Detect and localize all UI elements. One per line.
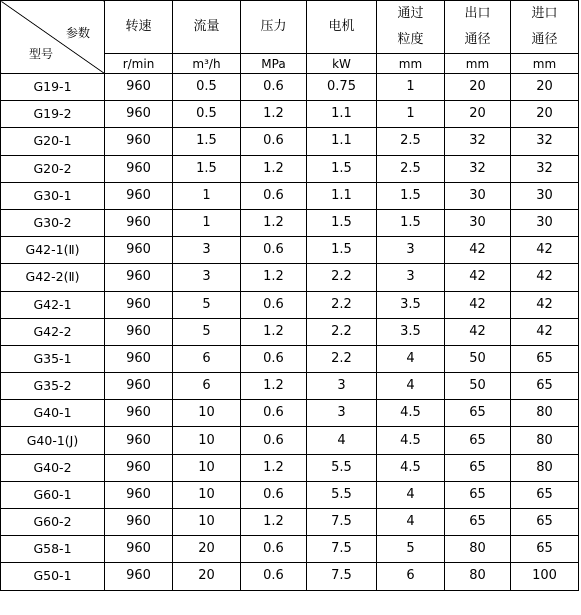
cell-particle-size: 4 [377, 373, 445, 400]
unit-outlet-diameter: mm [445, 54, 511, 74]
table-row [1, 155, 579, 182]
cell-motor: 4 [307, 427, 377, 454]
cell-flow: 1 [173, 209, 241, 236]
cell-particle-size: 4.5 [377, 400, 445, 427]
cell-speed: 960 [105, 481, 173, 508]
unit-flow: m³/h [173, 54, 241, 74]
cell-model: G60-2 [1, 509, 105, 536]
cell-speed: 960 [105, 209, 173, 236]
cell-speed: 960 [105, 74, 173, 101]
table-row [1, 264, 579, 291]
cell-flow: 0.5 [173, 74, 241, 101]
cell-particle-size: 1.5 [377, 209, 445, 236]
table-row [1, 74, 579, 101]
cell-pressure: 0.6 [241, 237, 307, 264]
cell-particle-size: 4 [377, 509, 445, 536]
unit-motor: kW [307, 54, 377, 74]
cell-motor: 2.2 [307, 318, 377, 345]
cell-speed: 960 [105, 509, 173, 536]
cell-inlet-diameter: 65 [511, 345, 579, 372]
cell-flow: 3 [173, 237, 241, 264]
cell-model: G19-2 [1, 101, 105, 128]
cell-speed: 960 [105, 264, 173, 291]
cell-motor: 7.5 [307, 563, 377, 590]
cell-speed: 960 [105, 400, 173, 427]
cell-outlet-diameter: 42 [445, 291, 511, 318]
cell-motor: 1.5 [307, 209, 377, 236]
unit-pressure: MPa [241, 54, 307, 74]
cell-motor: 0.75 [307, 74, 377, 101]
cell-model: G20-1 [1, 128, 105, 155]
table-row [1, 509, 579, 536]
header-pressure: 压力 [241, 1, 307, 54]
cell-model: G42-2(Ⅱ) [1, 264, 105, 291]
cell-motor: 1.5 [307, 155, 377, 182]
table-row [1, 427, 579, 454]
cell-particle-size: 4.5 [377, 454, 445, 481]
cell-particle-size: 1.5 [377, 182, 445, 209]
cell-model: G19-1 [1, 74, 105, 101]
cell-pressure: 1.2 [241, 101, 307, 128]
table-row [1, 182, 579, 209]
cell-outlet-diameter: 30 [445, 209, 511, 236]
cell-speed: 960 [105, 291, 173, 318]
cell-flow: 10 [173, 481, 241, 508]
cell-outlet-diameter: 50 [445, 373, 511, 400]
cell-outlet-diameter: 65 [445, 427, 511, 454]
cell-outlet-diameter: 50 [445, 345, 511, 372]
cell-motor: 3 [307, 373, 377, 400]
cell-inlet-diameter: 80 [511, 454, 579, 481]
cell-inlet-diameter: 32 [511, 155, 579, 182]
cell-motor: 2.2 [307, 345, 377, 372]
cell-particle-size: 3.5 [377, 291, 445, 318]
cell-inlet-diameter: 65 [511, 509, 579, 536]
cell-speed: 960 [105, 345, 173, 372]
cell-pressure: 1.2 [241, 318, 307, 345]
diagonal-header-cell [1, 1, 105, 74]
cell-outlet-diameter: 20 [445, 101, 511, 128]
cell-pressure: 1.2 [241, 509, 307, 536]
cell-outlet-diameter: 42 [445, 237, 511, 264]
cell-outlet-diameter: 65 [445, 509, 511, 536]
header-particle-size: 通过 粒度 [377, 1, 445, 54]
cell-speed: 960 [105, 128, 173, 155]
unit-speed: r/min [105, 54, 173, 74]
cell-particle-size: 4 [377, 345, 445, 372]
cell-model: G42-2 [1, 318, 105, 345]
cell-pressure: 0.6 [241, 481, 307, 508]
cell-particle-size: 4 [377, 481, 445, 508]
cell-model: G40-1(J) [1, 427, 105, 454]
table-row [1, 101, 579, 128]
table-row [1, 291, 579, 318]
cell-flow: 3 [173, 264, 241, 291]
cell-pressure: 0.6 [241, 400, 307, 427]
table-row [1, 400, 579, 427]
cell-speed: 960 [105, 373, 173, 400]
cell-model: G30-1 [1, 182, 105, 209]
cell-speed: 960 [105, 318, 173, 345]
cell-outlet-diameter: 32 [445, 128, 511, 155]
cell-flow: 10 [173, 400, 241, 427]
cell-model: G60-1 [1, 481, 105, 508]
cell-model: G40-2 [1, 454, 105, 481]
parameters-label: 参数 [65, 26, 90, 40]
table-row [1, 563, 579, 590]
unit-inlet-diameter: mm [511, 54, 579, 74]
cell-outlet-diameter: 65 [445, 454, 511, 481]
cell-particle-size: 3.5 [377, 318, 445, 345]
cell-flow: 5 [173, 291, 241, 318]
cell-inlet-diameter: 80 [511, 427, 579, 454]
cell-outlet-diameter: 65 [445, 400, 511, 427]
cell-flow: 5 [173, 318, 241, 345]
model-label: 型号 [29, 47, 54, 61]
cell-model: G58-1 [1, 536, 105, 563]
cell-model: G50-1 [1, 563, 105, 590]
cell-inlet-diameter: 42 [511, 318, 579, 345]
cell-speed: 960 [105, 427, 173, 454]
cell-motor: 7.5 [307, 509, 377, 536]
cell-particle-size: 1 [377, 101, 445, 128]
cell-speed: 960 [105, 563, 173, 590]
cell-model: G40-1 [1, 400, 105, 427]
header-flow: 流量 [173, 1, 241, 54]
cell-pressure: 1.2 [241, 209, 307, 236]
cell-motor: 2.2 [307, 264, 377, 291]
cell-pressure: 0.6 [241, 345, 307, 372]
unit-particle-size: mm [377, 54, 445, 74]
cell-motor: 7.5 [307, 536, 377, 563]
cell-motor: 1.1 [307, 101, 377, 128]
cell-inlet-diameter: 42 [511, 291, 579, 318]
cell-outlet-diameter: 32 [445, 155, 511, 182]
header-outlet-diameter: 出口 通径 [445, 1, 511, 54]
cell-inlet-diameter: 20 [511, 74, 579, 101]
cell-flow: 6 [173, 373, 241, 400]
cell-speed: 960 [105, 155, 173, 182]
table-row [1, 345, 579, 372]
cell-pressure: 0.6 [241, 128, 307, 155]
header-speed: 转速 [105, 1, 173, 54]
cell-inlet-diameter: 100 [511, 563, 579, 590]
header-row-names [1, 1, 579, 54]
cell-pressure: 0.6 [241, 291, 307, 318]
cell-flow: 1 [173, 182, 241, 209]
cell-outlet-diameter: 30 [445, 182, 511, 209]
cell-pressure: 0.6 [241, 74, 307, 101]
cell-inlet-diameter: 30 [511, 209, 579, 236]
cell-pressure: 1.2 [241, 264, 307, 291]
cell-motor: 5.5 [307, 481, 377, 508]
cell-speed: 960 [105, 182, 173, 209]
cell-motor: 3 [307, 400, 377, 427]
cell-inlet-diameter: 65 [511, 536, 579, 563]
cell-pressure: 1.2 [241, 373, 307, 400]
table-row [1, 318, 579, 345]
cell-model: G42-1 [1, 291, 105, 318]
cell-motor: 2.2 [307, 291, 377, 318]
cell-speed: 960 [105, 454, 173, 481]
cell-pressure: 0.6 [241, 563, 307, 590]
table-row [1, 128, 579, 155]
cell-outlet-diameter: 42 [445, 264, 511, 291]
cell-outlet-diameter: 65 [445, 481, 511, 508]
cell-pressure: 0.6 [241, 427, 307, 454]
cell-pressure: 0.6 [241, 182, 307, 209]
cell-outlet-diameter: 20 [445, 74, 511, 101]
table-row [1, 237, 579, 264]
cell-speed: 960 [105, 101, 173, 128]
cell-particle-size: 6 [377, 563, 445, 590]
cell-particle-size: 2.5 [377, 155, 445, 182]
header-inlet-diameter: 进口 通径 [511, 1, 579, 54]
cell-motor: 1.1 [307, 128, 377, 155]
table-row [1, 209, 579, 236]
cell-flow: 0.5 [173, 101, 241, 128]
cell-model: G35-1 [1, 345, 105, 372]
table-row [1, 536, 579, 563]
table-row [1, 481, 579, 508]
cell-flow: 10 [173, 427, 241, 454]
cell-model: G42-1(Ⅱ) [1, 237, 105, 264]
cell-pressure: 0.6 [241, 536, 307, 563]
cell-motor: 5.5 [307, 454, 377, 481]
table-row [1, 373, 579, 400]
cell-outlet-diameter: 80 [445, 563, 511, 590]
cell-inlet-diameter: 32 [511, 128, 579, 155]
cell-flow: 1.5 [173, 128, 241, 155]
cell-particle-size: 5 [377, 536, 445, 563]
cell-motor: 1.1 [307, 182, 377, 209]
table-row [1, 454, 579, 481]
cell-outlet-diameter: 42 [445, 318, 511, 345]
cell-flow: 20 [173, 536, 241, 563]
cell-model: G35-2 [1, 373, 105, 400]
table-body [1, 74, 579, 591]
cell-inlet-diameter: 65 [511, 373, 579, 400]
cell-motor: 1.5 [307, 237, 377, 264]
cell-inlet-diameter: 42 [511, 264, 579, 291]
cell-particle-size: 1 [377, 74, 445, 101]
cell-flow: 1.5 [173, 155, 241, 182]
cell-pressure: 1.2 [241, 155, 307, 182]
cell-particle-size: 4.5 [377, 427, 445, 454]
cell-flow: 20 [173, 563, 241, 590]
cell-inlet-diameter: 80 [511, 400, 579, 427]
header-motor: 电机 [307, 1, 377, 54]
cell-particle-size: 3 [377, 237, 445, 264]
cell-particle-size: 2.5 [377, 128, 445, 155]
cell-model: G30-2 [1, 209, 105, 236]
cell-inlet-diameter: 30 [511, 182, 579, 209]
cell-inlet-diameter: 20 [511, 101, 579, 128]
cell-inlet-diameter: 65 [511, 481, 579, 508]
cell-flow: 6 [173, 345, 241, 372]
cell-speed: 960 [105, 237, 173, 264]
cell-particle-size: 3 [377, 264, 445, 291]
cell-speed: 960 [105, 536, 173, 563]
cell-flow: 10 [173, 509, 241, 536]
cell-flow: 10 [173, 454, 241, 481]
cell-pressure: 1.2 [241, 454, 307, 481]
cell-outlet-diameter: 80 [445, 536, 511, 563]
cell-inlet-diameter: 42 [511, 237, 579, 264]
cell-model: G20-2 [1, 155, 105, 182]
